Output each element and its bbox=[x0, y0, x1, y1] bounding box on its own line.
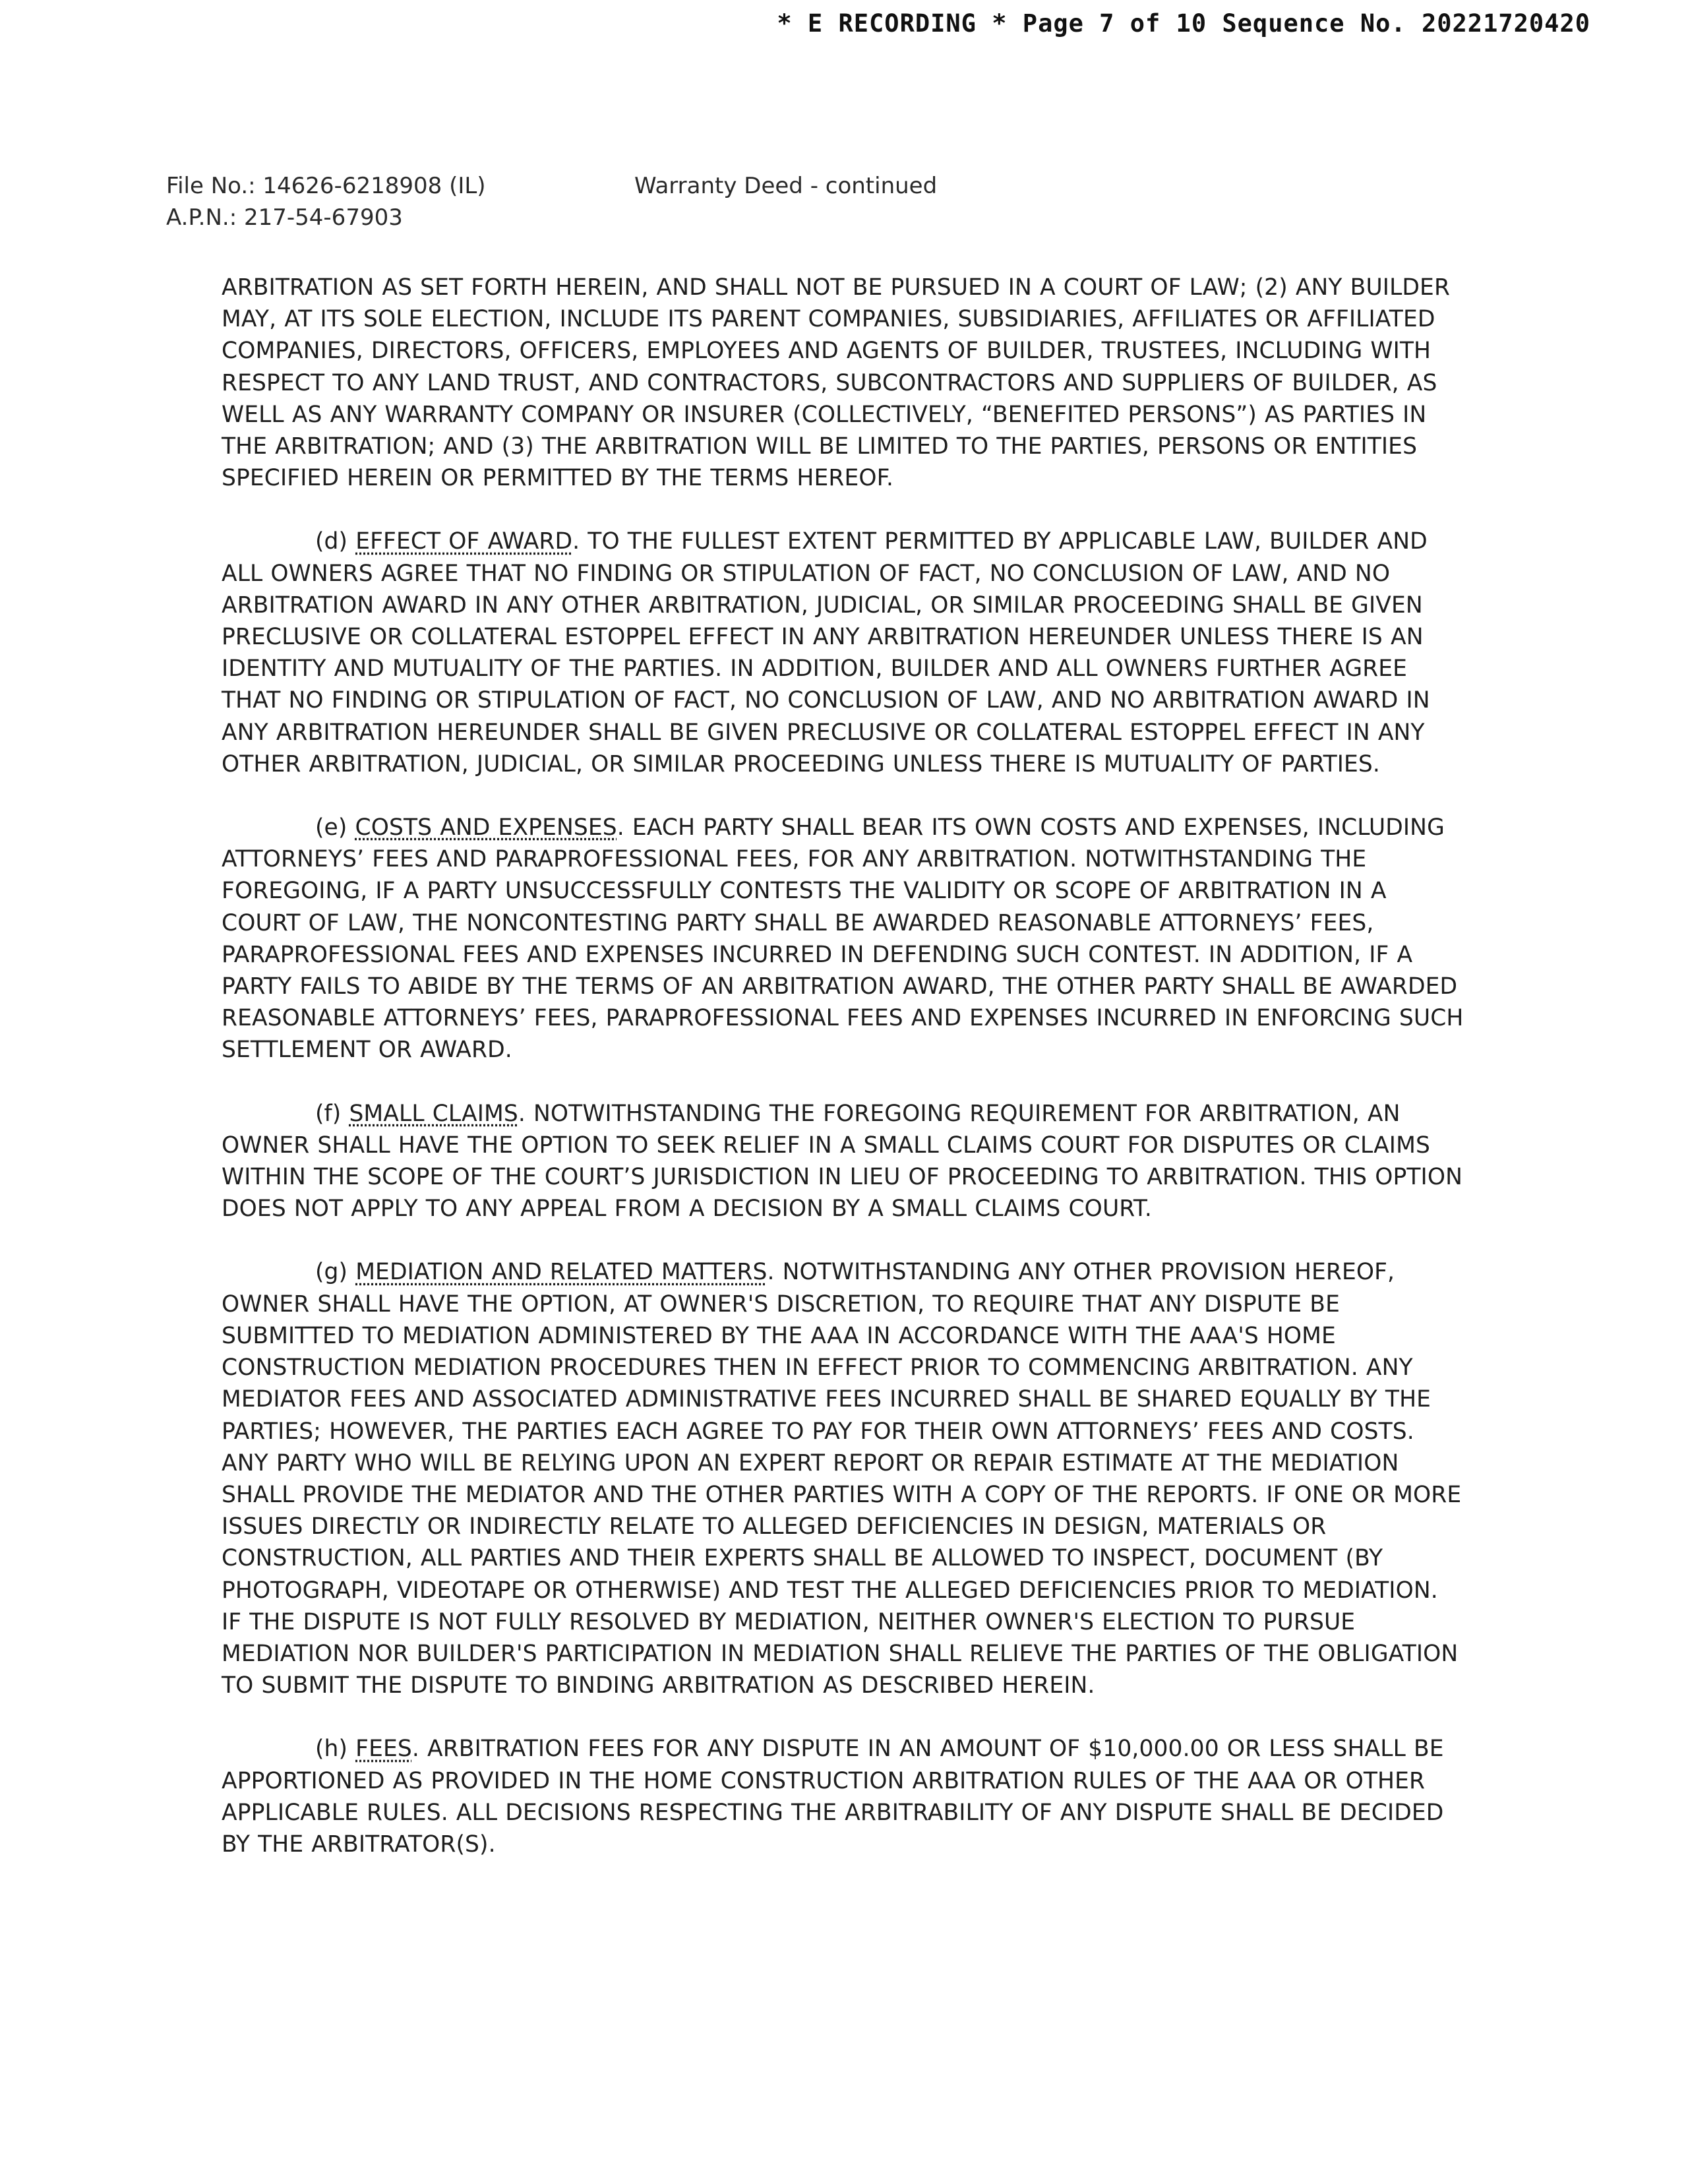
recording-stamp: * E RECORDING * Page 7 of 10 Sequence No. 20221720420 bbox=[777, 9, 1590, 38]
paragraph-text: . NOTWITHSTANDING THE FOREGOING REQUIREMENT FOR ARBITRATION, AN OWNER SHALL HAVE THE OPTION TO SEEK RELIEF IN A SMALL CLAIMS COURT FOR DISPUTES OR CLAIMS WITHIN THE SCOPE OF THE COURT’S JURISDICTION IN LIEU OF PROCEEDING TO ARBITRATION. THIS OPTION DOES NOT APPLY TO ANY APPEAL FROM A DECISION BY A SMALL CLAIMS COURT. bbox=[222, 1100, 1462, 1223]
paragraph-prefix: (g) bbox=[315, 1259, 356, 1286]
paragraph-continuation bbox=[222, 272, 1464, 494]
section-heading-effect-of-award: EFFECT OF AWARD bbox=[355, 528, 573, 555]
paragraph-prefix: (f) bbox=[315, 1100, 349, 1127]
paragraph-d bbox=[222, 526, 1464, 780]
section-heading-costs-and-expenses: COSTS AND EXPENSES bbox=[355, 814, 617, 841]
paragraph-text: . EACH PARTY SHALL BEAR ITS OWN COSTS AND EXPENSES, INCLUDING ATTORNEYS’ FEES AND PARAPROFESSIONAL FEES, FOR ANY ARBITRATION. NOTWITHSTANDING THE FOREGOING, IF A PARTY UNSUCCESSFULLY CONTESTS THE VALIDITY OR SCOPE OF ARBITRATION IN A COURT OF LAW, THE NONCONTESTING PARTY SHALL BE AWARDED REASONABLE ATTORNEYS’ FEES, PARAPROFESSIONAL FEES AND EXPENSES INCURRED IN DEFENDING SUCH CONTEST. IN ADDITION, IF A PARTY FAILS TO ABIDE BY THE TERMS OF AN ARBITRATION AWARD, THE OTHER PARTY SHALL BE AWARDED REASONABLE ATTORNEYS’ FEES, PARAPROFESSIONAL FEES AND EXPENSES INCURRED IN ENFORCING SUCH SETTLEMENT OR AWARD. bbox=[222, 814, 1464, 1064]
paragraph-text: . NOTWITHSTANDING ANY OTHER PROVISION HEREOF, OWNER SHALL HAVE THE OPTION, AT OWNER'S DISCRETION, TO REQUIRE THAT ANY DISPUTE BE SUBMITTED TO MEDIATION ADMINISTERED BY THE AAA IN ACCORDANCE WITH THE AAA'S HOME CONSTRUCTION MEDIATION PROCEDURES THEN IN EFFECT PRIOR TO COMMENCING ARBITRATION. ANY MEDIATOR FEES AND ASSOCIATED ADMINISTRATIVE FEES INCURRED SHALL BE SHARED EQUALLY BY THE PARTIES; HOWEVER, THE PARTIES EACH AGREE TO PAY FOR THEIR OWN ATTORNEYS’ FEES AND COSTS. ANY PARTY WHO WILL BE RELYING UPON AN EXPERT REPORT OR REPAIR ESTIMATE AT THE MEDIATION SHALL PROVIDE THE MEDIATOR AND THE OTHER PARTIES WITH A COPY OF THE REPORTS. IF ONE OR MORE ISSUES DIRECTLY OR INDIRECTLY RELATE TO ALLEGED DEFICIENCIES IN DESIGN, MATERIALS OR CONSTRUCTION, ALL PARTIES AND THEIR EXPERTS SHALL BE ALLOWED TO INSPECT, DOCUMENT (BY PHOTOGRAPH, VIDEOTAPE OR OTHERWISE) AND TEST THE ALLEGED DEFICIENCIES PRIOR TO MEDIATION. IF THE DISPUTE IS NOT FULLY RESOLVED BY MEDIATION, NEITHER OWNER'S ELECTION TO PURSUE MEDIATION NOR BUILDER'S PARTICIPATION IN MEDIATION SHALL RELIEVE THE PARTIES OF THE OBLIGATION TO SUBMIT THE DISPUTE TO BINDING ARBITRATION AS DESCRIBED HEREIN. bbox=[222, 1259, 1462, 1699]
file-info bbox=[166, 170, 486, 233]
paragraph-prefix: (e) bbox=[315, 814, 355, 841]
paragraph-h bbox=[222, 1733, 1464, 1860]
file-number: File No.: 14626-6218908 (IL) bbox=[166, 173, 486, 199]
paragraph-text: . TO THE FULLEST EXTENT PERMITTED BY APPLICABLE LAW, BUILDER AND ALL OWNERS AGREE THAT NO FINDING OR STIPULATION OF FACT, NO CONCLUSION OF LAW, AND NO ARBITRATION AWARD IN ANY OTHER ARBITRATION, JUDICIAL, OR SIMILAR PROCEEDING SHALL BE GIVEN PRECLUSIVE OR COLLATERAL ESTOPPEL EFFECT IN ANY ARBITRATION HEREUNDER UNLESS THERE IS AN IDENTITY AND MUTUALITY OF THE PARTIES. IN ADDITION, BUILDER AND ALL OWNERS FURTHER AGREE THAT NO FINDING OR STIPULATION OF FACT, NO CONCLUSION OF LAW, AND NO ARBITRATION AWARD IN ANY ARBITRATION HEREUNDER SHALL BE GIVEN PRECLUSIVE OR COLLATERAL ESTOPPEL EFFECT IN ANY OTHER ARBITRATION, JUDICIAL, OR SIMILAR PROCEEDING UNLESS THERE IS MUTUALITY OF PARTIES. bbox=[222, 528, 1430, 777]
paragraph-prefix: (h) bbox=[315, 1736, 356, 1763]
section-heading-mediation: MEDIATION AND RELATED MATTERS bbox=[355, 1259, 768, 1286]
paragraph-text: . ARBITRATION FEES FOR ANY DISPUTE IN AN AMOUNT OF $10,000.00 OR LESS SHALL BE APPORTIONED AS PROVIDED IN THE HOME CONSTRUCTION ARBITRATION RULES OF THE AAA OR OTHER APPLICABLE RULES. ALL DECISIONS RESPECTING THE ARBITRABILITY OF ANY DISPUTE SHALL BE DECIDED BY THE ARBITRATOR(S). bbox=[222, 1736, 1444, 1858]
apn-number: A.P.N.: 217-54-67903 bbox=[166, 204, 403, 231]
section-heading-fees: FEES bbox=[355, 1736, 412, 1763]
document-title: Warranty Deed - continued bbox=[634, 173, 938, 199]
paragraph-text: ARBITRATION AS SET FORTH HEREIN, AND SHALL NOT BE PURSUED IN A COURT OF LAW; (2) ANY BUILDER MAY, AT ITS SOLE ELECTION, INCLUDE ITS PARENT COMPANIES, SUBSIDIARIES, AFFILIATES OR AFFILIATED COMPANIES, DIRECTORS, OFFICERS, EMPLOYEES AND AGENTS OF BUILDER, TRUSTEES, INCLUDING WITH RESPECT TO ANY LAND TRUST, AND CONTRACTORS, SUBCONTRACTORS AND SUPPLIERS OF BUILDER, AS WELL AS ANY WARRANTY COMPANY OR INSURER (COLLECTIVELY, “BENEFITED PERSONS”) AS PARTIES IN THE ARBITRATION; AND (3) THE ARBITRATION WILL BE LIMITED TO THE PARTIES, PERSONS OR ENTITIES SPECIFIED HEREIN OR PERMITTED BY THE TERMS HEREOF. bbox=[222, 274, 1451, 492]
section-heading-small-claims: SMALL CLAIMS bbox=[349, 1100, 518, 1127]
paragraph-g bbox=[222, 1256, 1464, 1701]
paragraph-e bbox=[222, 812, 1464, 1066]
paragraph-f bbox=[222, 1098, 1464, 1225]
paragraph-prefix: (d) bbox=[315, 528, 356, 555]
document-body bbox=[222, 272, 1464, 1892]
